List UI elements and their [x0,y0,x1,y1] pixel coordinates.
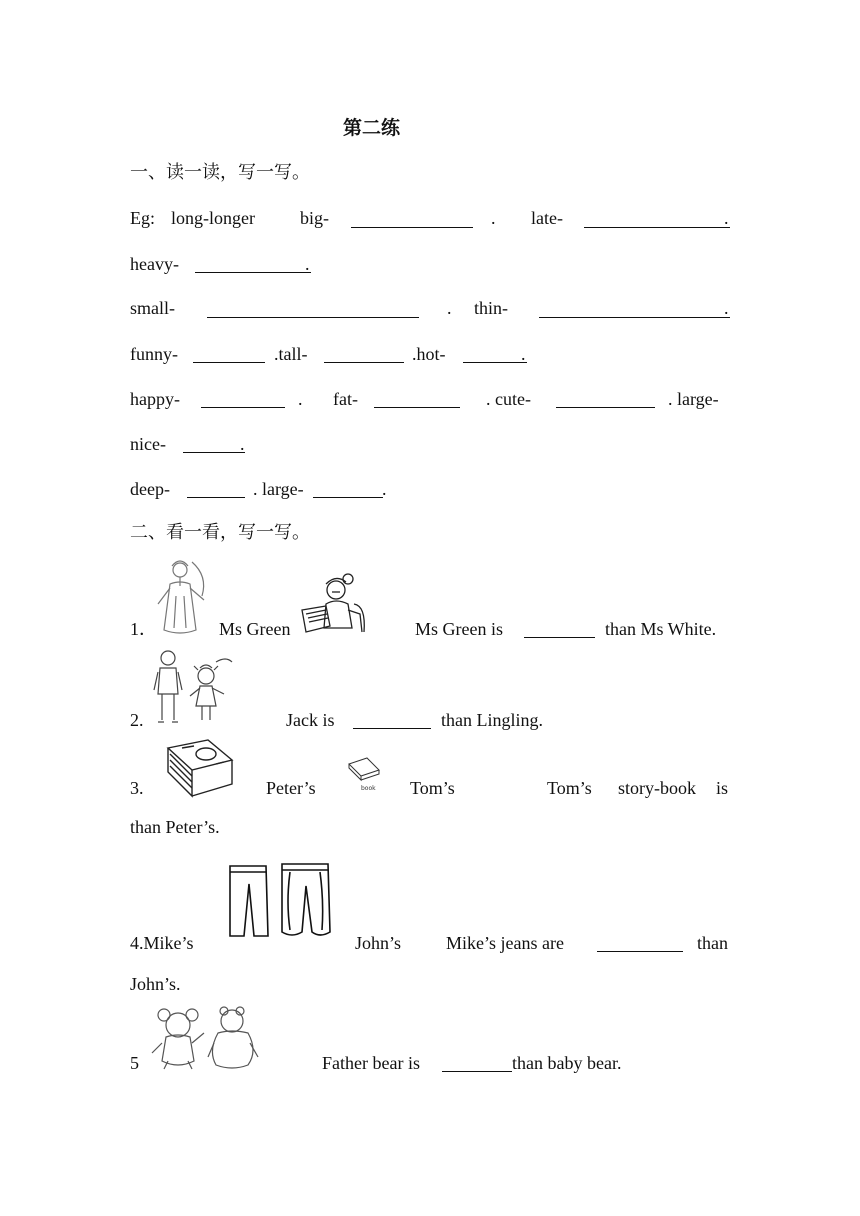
peters-label: Peter’s [266,778,316,798]
answer-blank-fat[interactable] [374,407,460,408]
example-label: Eg: [130,208,155,228]
answer-blank-hot[interactable] [463,362,527,363]
answer-blank-small[interactable] [207,317,419,318]
question-number-5: 5 [130,1053,139,1073]
q3-sentence-word-3: is [716,778,729,798]
section-two-heading: 二、看一看，写一写。 [130,522,310,543]
word-small: small- [130,298,175,318]
q3-sentence-continuation: than Peter’s. [130,817,220,837]
answer-blank-cute[interactable] [556,407,655,408]
word-funny: funny- [130,344,178,364]
answer-blank-tall[interactable] [324,362,404,363]
q2-sentence-end: than Lingling. [441,710,543,730]
page-title: 第二练 [343,117,401,139]
q4-sentence-end: than [697,933,728,953]
question-number-2: 2. [130,710,144,730]
johns-label: John’s [355,933,402,953]
ms-green-label: Ms Green [219,619,291,639]
q3-sentence-word-1: Tom’s [547,778,592,798]
answer-blank-funny[interactable] [193,362,265,363]
answer-blank-q1[interactable] [524,637,595,638]
q1-sentence-start: Ms Green is [415,619,503,639]
answer-blank-big[interactable] [351,227,473,228]
q2-sentence-start: Jack is [286,710,335,730]
word-heavy: heavy- [130,254,179,274]
period: . [491,208,496,228]
example-word: long-longer [171,208,255,228]
answer-blank-late[interactable] [584,227,730,228]
word-large: . large- [253,479,304,499]
word-thin: thin- [474,298,508,318]
word-deep: deep- [130,479,170,499]
big-book-illustration [160,738,236,800]
period: . [724,298,729,318]
answer-blank-nice[interactable] [183,452,245,453]
word-hot: .hot- [412,344,446,364]
toms-label: Tom’s [410,778,455,798]
q5-sentence-end: than baby bear. [512,1053,622,1073]
section-one-heading: 一、读一读，写一写。 [130,162,310,183]
period: . [240,434,245,454]
period: . [724,208,729,228]
answer-blank-q2[interactable] [353,728,431,729]
word-large: . large- [668,389,719,409]
word-tall: .tall- [274,344,308,364]
period: . [298,389,303,409]
answer-blank-heavy[interactable] [195,272,311,273]
period: . [521,344,526,364]
answer-blank-large[interactable] [313,497,383,498]
q4-sentence-start: Mike’s jeans are [446,933,564,953]
q5-sentence-start: Father bear is [322,1053,420,1073]
answer-blank-q4[interactable] [597,951,683,952]
jack-and-lingling-illustration [152,648,236,728]
ms-white-illustration [296,570,368,636]
period: . [447,298,452,318]
bears-illustration [148,1003,264,1071]
question-number-1: 1． [130,619,157,639]
word-nice: nice- [130,434,166,454]
small-book-illustration [343,752,385,794]
word-late: late- [531,208,563,228]
period: . [382,479,387,499]
jeans-illustration [224,862,334,940]
answer-blank-q5[interactable] [442,1071,512,1072]
question-number-4: 4.Mike’s [130,933,194,953]
period: . [305,254,310,274]
q3-sentence-word-2: story-book [618,778,696,798]
word-big: big- [300,208,329,228]
answer-blank-happy[interactable] [201,407,285,408]
book-caption: book [361,785,376,792]
word-cute: . cute- [486,389,531,409]
q4-sentence-continuation: John’s. [130,974,181,994]
question-number-3: 3. [130,778,144,798]
q1-sentence-end: than Ms White. [605,619,717,639]
answer-blank-thin[interactable] [539,317,730,318]
answer-blank-deep[interactable] [187,497,245,498]
word-fat: fat- [333,389,358,409]
ms-green-illustration [152,556,212,636]
word-happy: happy- [130,389,180,409]
